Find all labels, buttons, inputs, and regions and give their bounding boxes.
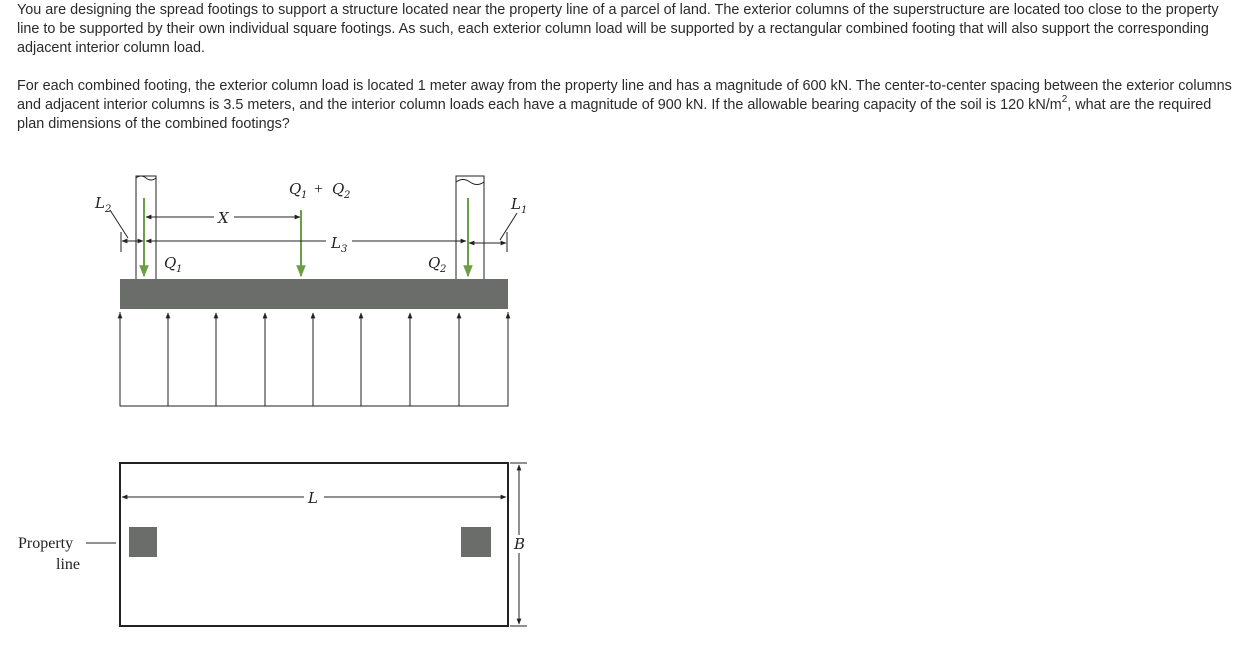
q2-subscript: 2 (440, 264, 447, 275)
l1-label: L (511, 195, 521, 213)
problem-text-2: For each combined footing, the exterior column load is located 1 meter away from the property line and has a magnitude of 600 kN. The center-to-center spacing between the exterior columns and adjacent interior columns is 3.5 meters, and the interior column loads each have a magnitude of 900 kN. If the allowable bearing capacity of the soil is 120 kN/m (17, 78, 1232, 113)
right-column-stub (456, 176, 484, 280)
q1-subscript: 1 (176, 264, 183, 275)
footing-slab (120, 279, 508, 309)
l2-label: L (95, 194, 105, 212)
qsum-q1-subscript: 1 (301, 190, 308, 201)
exterior-column-plan (129, 527, 157, 557)
property-line-label-2: line (56, 556, 80, 573)
l2-subscript: 2 (105, 204, 112, 215)
l1-leader (500, 213, 517, 240)
l-label: L (308, 489, 318, 507)
interior-column-plan (461, 527, 491, 557)
l2-leader (110, 210, 128, 238)
b-label: B (514, 535, 526, 553)
l1-subscript: 1 (521, 205, 528, 216)
property-line-label-1: Property (18, 535, 74, 552)
unit-exponent: 2 (1061, 94, 1068, 106)
qsum-q2-label: Q (332, 180, 345, 198)
q2-label: Q (428, 254, 441, 272)
qsum-plus: + (314, 181, 324, 198)
footing-plan-outline (120, 463, 508, 626)
qsum-q1-label: Q (289, 180, 302, 198)
qsum-q2-subscript: 2 (344, 190, 351, 201)
problem-text-1: You are designing the spread footings to support a structure located near the property line of a parcel of land. The exterior columns of the superstructure are located too close to the property line to be supported by their own individual square footings. As such, each exterior column load will be supported by a rectangular combined footing that will also support the corresponding adjacent interior column load. (17, 2, 1219, 56)
x-label: X (218, 209, 229, 227)
l3-label: L (331, 234, 341, 252)
l3-subscript: 3 (341, 244, 348, 255)
q1-label: Q (164, 254, 177, 272)
left-column-stub (136, 176, 156, 280)
problem-text-2-end: , what are the required plan dimensions of the combined footings? (17, 97, 1212, 132)
soil-pressure-diagram (120, 312, 508, 406)
